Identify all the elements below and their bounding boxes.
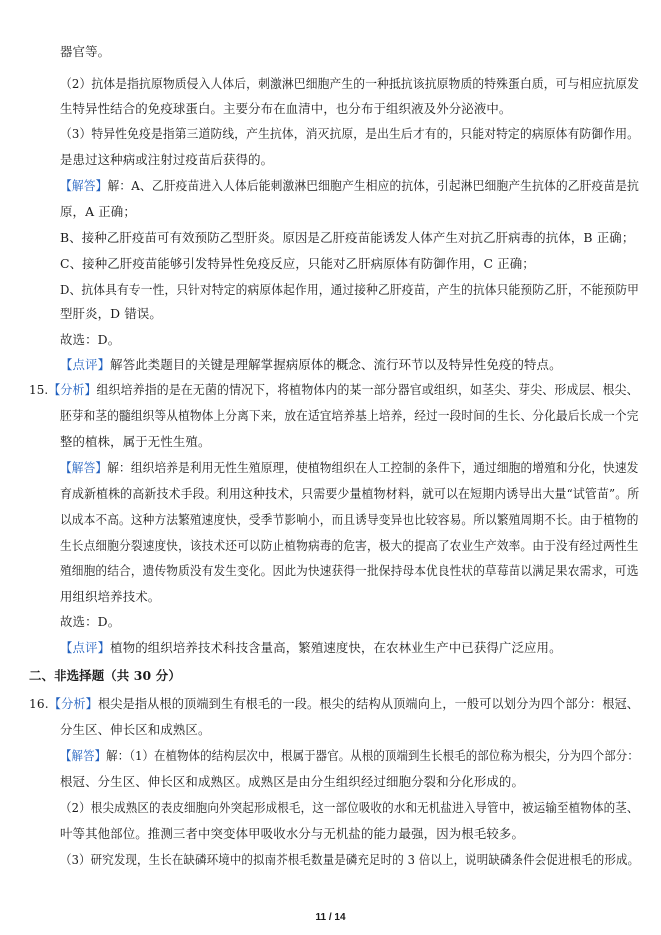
text-line	[60, 282, 639, 298]
line-text: 以成本不高。这种方法繁殖速度快，受季节影响小，而且诱导变异也比较容易。所以繁殖周期不长。由于植物的	[60, 512, 639, 527]
comment-tag: 【点评】	[60, 640, 111, 655]
question-number: 16.	[29, 696, 49, 711]
text-line	[60, 774, 524, 790]
line-text: 根尖是指从根的顶端到生有根毛的一段。根尖的结构从顶端向上，一般可以划分为四个部分：根冠、	[97, 696, 640, 711]
text-line	[60, 332, 120, 348]
text-line	[60, 306, 162, 322]
line-text: 解：（1）在植物体的结构层次中，根属于器官。从根的顶端到生长根毛的部位称为根尖，分为四个部分：	[106, 748, 639, 763]
text-line	[60, 486, 639, 502]
line-text: 解答此类题目的关键是理解掌握病原体的概念、流行环节以及特异性免疫的特点。	[110, 357, 562, 372]
answer-tag: 【解答】	[60, 178, 108, 193]
line-text: 故选：D。	[60, 614, 121, 629]
text-line	[60, 152, 273, 168]
line-text: 叶等其他部位。推测三者中突变体甲吸收水分与无机盐的能力最强，因为根毛较多。	[60, 826, 525, 841]
line-text: 植物的组织培养技术科技含量高，繁殖速度快，在农林业生产中已获得广泛应用。	[110, 640, 562, 655]
text-line	[60, 512, 639, 528]
text-line	[60, 614, 120, 630]
text-line	[60, 126, 639, 142]
text-line	[60, 408, 639, 424]
line-text: （2）抗体是指抗原物质侵入人体后，刺激淋巴细胞产生的一种抵抗该抗原物质的特殊蛋白质，可与相应抗原发	[60, 76, 639, 91]
line-text: 原，A 正确；	[60, 204, 136, 219]
answer-tag: 【解答】	[60, 460, 108, 475]
text-line	[60, 44, 110, 60]
line-text: 是患过这种病或注射过疫苗后获得的。	[60, 152, 274, 167]
comment-tag: 【点评】	[60, 357, 111, 372]
line-text: 组织培养指的是在无菌的情况下，将植物体内的某一部分器官或组织，如茎尖、芽尖、形成层、根尖、	[96, 382, 639, 397]
line-text: （2）根尖成熟区的表皮细胞向外突起形成根毛，这一部位吸收的水和无机盐进入导管中，被运输至植物体的茎、	[60, 800, 639, 815]
line-text: 解：组织培养是利用无性生殖原理，使植物组织在人工控制的条件下，通过细胞的增殖和分化，快速发	[107, 460, 639, 475]
text-line	[60, 256, 535, 272]
analysis-tag: 【分析】	[48, 382, 97, 397]
answer-tag: 【解答】	[60, 748, 107, 763]
text-line	[60, 76, 639, 92]
text-line	[60, 230, 634, 246]
line-text: 用组织培养技术。	[60, 589, 161, 604]
text-line	[60, 800, 639, 816]
text-line	[60, 852, 639, 868]
line-text: （3）特异性免疫是指第三道防线，产生抗体，消灭抗原，是出生后才有的，只能对特定的病原体有防御作用。	[60, 126, 639, 141]
text-line	[60, 538, 639, 554]
text-line	[60, 722, 211, 738]
text-line	[60, 460, 639, 476]
line-text: （3）研究发现，生长在缺磷环境中的拟南芥根毛数量是磷充足时的 3 倍以上，说明缺磷条件会促进根毛的形成。	[60, 852, 640, 867]
text-line	[60, 204, 136, 220]
line-text: 生特异性结合的免疫球蛋白。主要分布在血清中，也分布于组织液及外分泌液中。	[60, 101, 512, 116]
text-line	[60, 434, 211, 450]
question-number: 15.	[29, 382, 49, 397]
analysis-tag: 【分析】	[48, 696, 98, 711]
line-text: 胚芽和茎的髓组织等从植物体上分离下来，放在适宜培养基上培养，经过一段时间的生长、分化最后长成一个完	[60, 408, 639, 423]
text-line	[60, 101, 511, 117]
text-line	[60, 178, 639, 194]
line-text: 整的植株，属于无性生殖。	[60, 434, 211, 449]
text-line	[60, 748, 639, 764]
line-text: 生长点细胞分裂速度快，该技术还可以防止植物病毒的危害，极大的提高了农业生产效率。由于没有经过两性生	[60, 538, 639, 553]
line-text: 根冠、分生区、伸长区和成熟区。成熟区是由分生组织经过细胞分裂和分化形成的。	[60, 774, 525, 789]
section-heading-text: 二、非选择题（共 30 分）	[29, 668, 181, 683]
question-line	[29, 382, 639, 398]
line-text: 解：A、乙肝疫苗进入人体后能刺激淋巴细胞产生相应的抗体，引起淋巴细胞产生抗体的乙肝疫苗是抗	[107, 178, 640, 193]
line-text: 育成新植株的高新技术手段。利用这种技术，只需要少量植物材料，就可以在短期内诱导出大量“试管苗”。所	[60, 486, 640, 501]
text-line	[60, 589, 160, 605]
line-text: C、接种乙肝疫苗能够引发特异性免疫反应，只能对乙肝病原体有防御作用，C 正确；	[60, 256, 535, 271]
text-line	[60, 563, 639, 579]
line-text: B、接种乙肝疫苗可有效预防乙型肝炎。原因是乙肝疫苗能诱发人体产生对抗乙肝病毒的抗体，B 正确；	[60, 230, 635, 245]
question-line	[29, 696, 639, 712]
line-text: D、抗体具有专一性，只针对特定的病原体起作用，通过接种乙肝疫苗，产生的抗体只能预防乙肝，不能预防甲	[60, 282, 640, 297]
page-number: 11 / 14	[315, 912, 346, 923]
line-text: 殖细胞的结合，遗传物质没有发生变化。因此为快速获得一批保持母本优良性状的草莓苗以满足果农需求，可选	[60, 563, 639, 578]
text-line	[60, 826, 524, 842]
line-text: 器官等。	[60, 44, 111, 59]
text-line	[60, 357, 562, 373]
line-text: 型肝炎，D 错误。	[60, 306, 162, 321]
section-heading	[29, 668, 181, 684]
line-text: 分生区、伸长区和成熟区。	[60, 722, 211, 737]
line-text: 故选：D。	[60, 332, 121, 347]
text-line	[60, 640, 562, 656]
